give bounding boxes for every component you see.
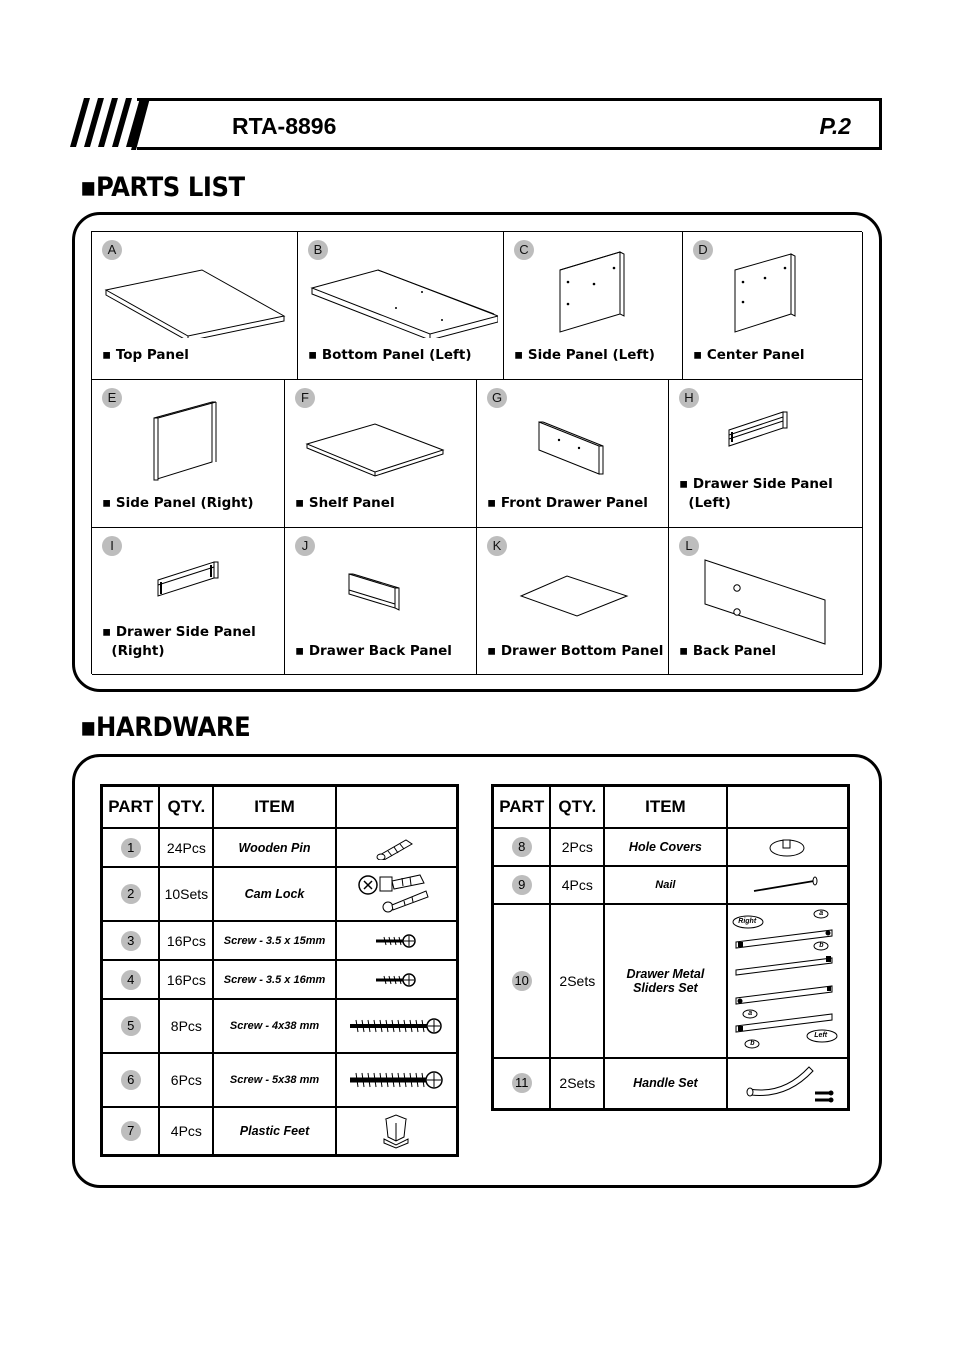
model-number: RTA-8896 [232,113,337,139]
front-drawer-panel-icon [533,418,623,478]
part-label: ▪ Drawer Side Panel (Right) [102,624,256,659]
part-cell-l [669,528,863,675]
header-box [137,98,882,150]
hardware-number: 1 [121,838,141,858]
part-letter: A [102,240,122,260]
item-column-header: ITEM [213,786,335,829]
parts-grid [91,231,862,674]
table-row [102,960,458,999]
slider-label-b: b [819,942,824,949]
part-cell-a [92,232,298,380]
hardware-number: 11 [512,1073,532,1093]
qty-column-header: QTY. [550,786,604,829]
slider-label-left: Left [814,1032,828,1039]
hardware-number: 8 [512,837,532,857]
hardware-qty: 24Pcs [159,828,213,867]
table-row [102,1053,458,1107]
cam-lock-icon [356,871,436,917]
hardware-item: Wooden Pin [213,828,335,867]
hardware-qty: 6Pcs [159,1053,213,1107]
part-letter: H [679,388,699,408]
hardware-number: 2 [121,884,141,904]
part-letter: G [487,388,507,408]
part-letter: D [693,240,713,260]
part-cell-b [298,232,504,380]
plastic-foot-icon [380,1113,412,1149]
part-label: ▪ Drawer Side Panel (Left) [679,476,833,511]
part-label: ▪ Side Panel (Right) [102,495,254,511]
part-label: ▪ Drawer Back Panel [295,643,452,659]
part-letter: L [679,536,699,556]
table-row [493,828,849,866]
table-row [102,1107,458,1155]
part-label: ▪ Bottom Panel (Left) [308,347,472,363]
drawer-side-right-icon [154,558,224,608]
hardware-item: Nail [604,866,726,904]
drawer-slider-icon [732,908,842,1054]
hardware-table-left [100,784,459,1157]
hardware-qty: 16Pcs [159,960,213,999]
part-label: ▪ Center Panel [693,347,805,363]
part-label: ▪ Drawer Bottom Panel [487,643,664,659]
hardware-item: Plastic Feet [213,1107,335,1155]
part-column-header: PART [102,786,160,829]
hardware-item: Cam Lock [213,867,335,921]
part-cell-i [92,528,285,675]
hardware-number: 10 [512,971,532,991]
drawer-side-left-icon [725,408,795,458]
table-row [102,921,458,960]
slider-label-right: Right [738,918,757,925]
hardware-number: 6 [121,1070,141,1090]
hardware-number: 9 [512,875,532,895]
part-letter: I [102,536,122,556]
table-row [493,1058,849,1109]
table-row [102,867,458,921]
part-letter: J [295,536,315,556]
table-row [493,866,849,904]
part-label: ▪ Back Panel [679,643,776,659]
slider-label-a: a [819,910,824,917]
hardware-item: Screw - 4x38 mm [213,999,335,1053]
part-label: ▪ Side Panel (Left) [514,347,655,363]
side-panel-right-icon [148,398,228,484]
hardware-qty: 4Pcs [159,1107,213,1155]
page-header [70,98,883,148]
bottom-panel-icon [308,268,498,338]
part-letter: K [487,536,507,556]
nail-icon [752,875,822,895]
slider-label-b: b [750,1040,755,1047]
top-panel-icon [102,268,288,338]
hardware-qty: 2Sets [550,1058,604,1109]
hardware-item: Screw - 3.5 x 15mm [213,921,335,960]
part-cell-e [92,380,285,528]
hardware-qty: 2Sets [550,904,604,1058]
shelf-panel-icon [305,420,455,480]
part-label: ▪ Shelf Panel [295,495,395,511]
hardware-qty: 2Pcs [550,828,604,866]
hardware-number: 4 [121,970,141,990]
table-row [102,828,458,867]
hardware-qty: 10Sets [159,867,213,921]
slider-label-a: a [748,1010,753,1017]
wooden-pin-icon [374,836,418,860]
part-letter: E [102,388,122,408]
part-column-header: PART [493,786,551,829]
hardware-item: Screw - 3.5 x 16mm [213,960,335,999]
long-screw-icon [348,1014,444,1038]
table-row [493,904,849,1058]
hardware-qty: 16Pcs [159,921,213,960]
long-screw-icon [348,1068,444,1092]
center-panel-icon [729,250,809,336]
hardware-qty: 4Pcs [550,866,604,904]
part-letter: C [514,240,534,260]
part-letter: F [295,388,315,408]
item-column-header: ITEM [604,786,726,829]
hardware-qty: 8Pcs [159,999,213,1053]
hole-cover-icon [767,836,807,858]
part-cell-g [477,380,669,528]
hardware-number: 5 [121,1016,141,1036]
table-header-row [102,786,458,829]
part-label: ▪ Top Panel [102,347,189,363]
hardware-table-right [491,784,850,1111]
hardware-title: ▪HARDWARE [80,712,251,743]
part-cell-k [477,528,669,675]
back-panel-icon [701,556,831,646]
part-cell-c [504,232,683,380]
table-row [102,999,458,1053]
parts-list-title: ▪PARTS LIST [80,172,245,203]
part-label: ▪ Front Drawer Panel [487,495,648,511]
hardware-item: Drawer Metal Sliders Set [604,904,726,1058]
hardware-number: 7 [121,1121,141,1141]
drawer-back-panel-icon [345,568,411,620]
hardware-item: Hole Covers [604,828,726,866]
qty-column-header: QTY. [159,786,213,829]
part-cell-h [669,380,863,528]
hardware-item: Screw - 5x38 mm [213,1053,335,1107]
screw-icon [374,931,418,951]
part-cell-d [683,232,863,380]
page-number: P.2 [819,113,851,139]
handle-icon [739,1061,835,1105]
drawer-bottom-panel-icon [517,572,633,622]
hardware-item: Handle Set [604,1058,726,1109]
part-cell-j [285,528,477,675]
part-cell-f [285,380,477,528]
picture-column-header [336,786,458,829]
table-header-row [493,786,849,829]
screw-icon [374,970,418,990]
hardware-number: 3 [121,931,141,951]
part-letter: B [308,240,328,260]
picture-column-header [727,786,849,829]
side-panel-left-icon [554,248,634,338]
